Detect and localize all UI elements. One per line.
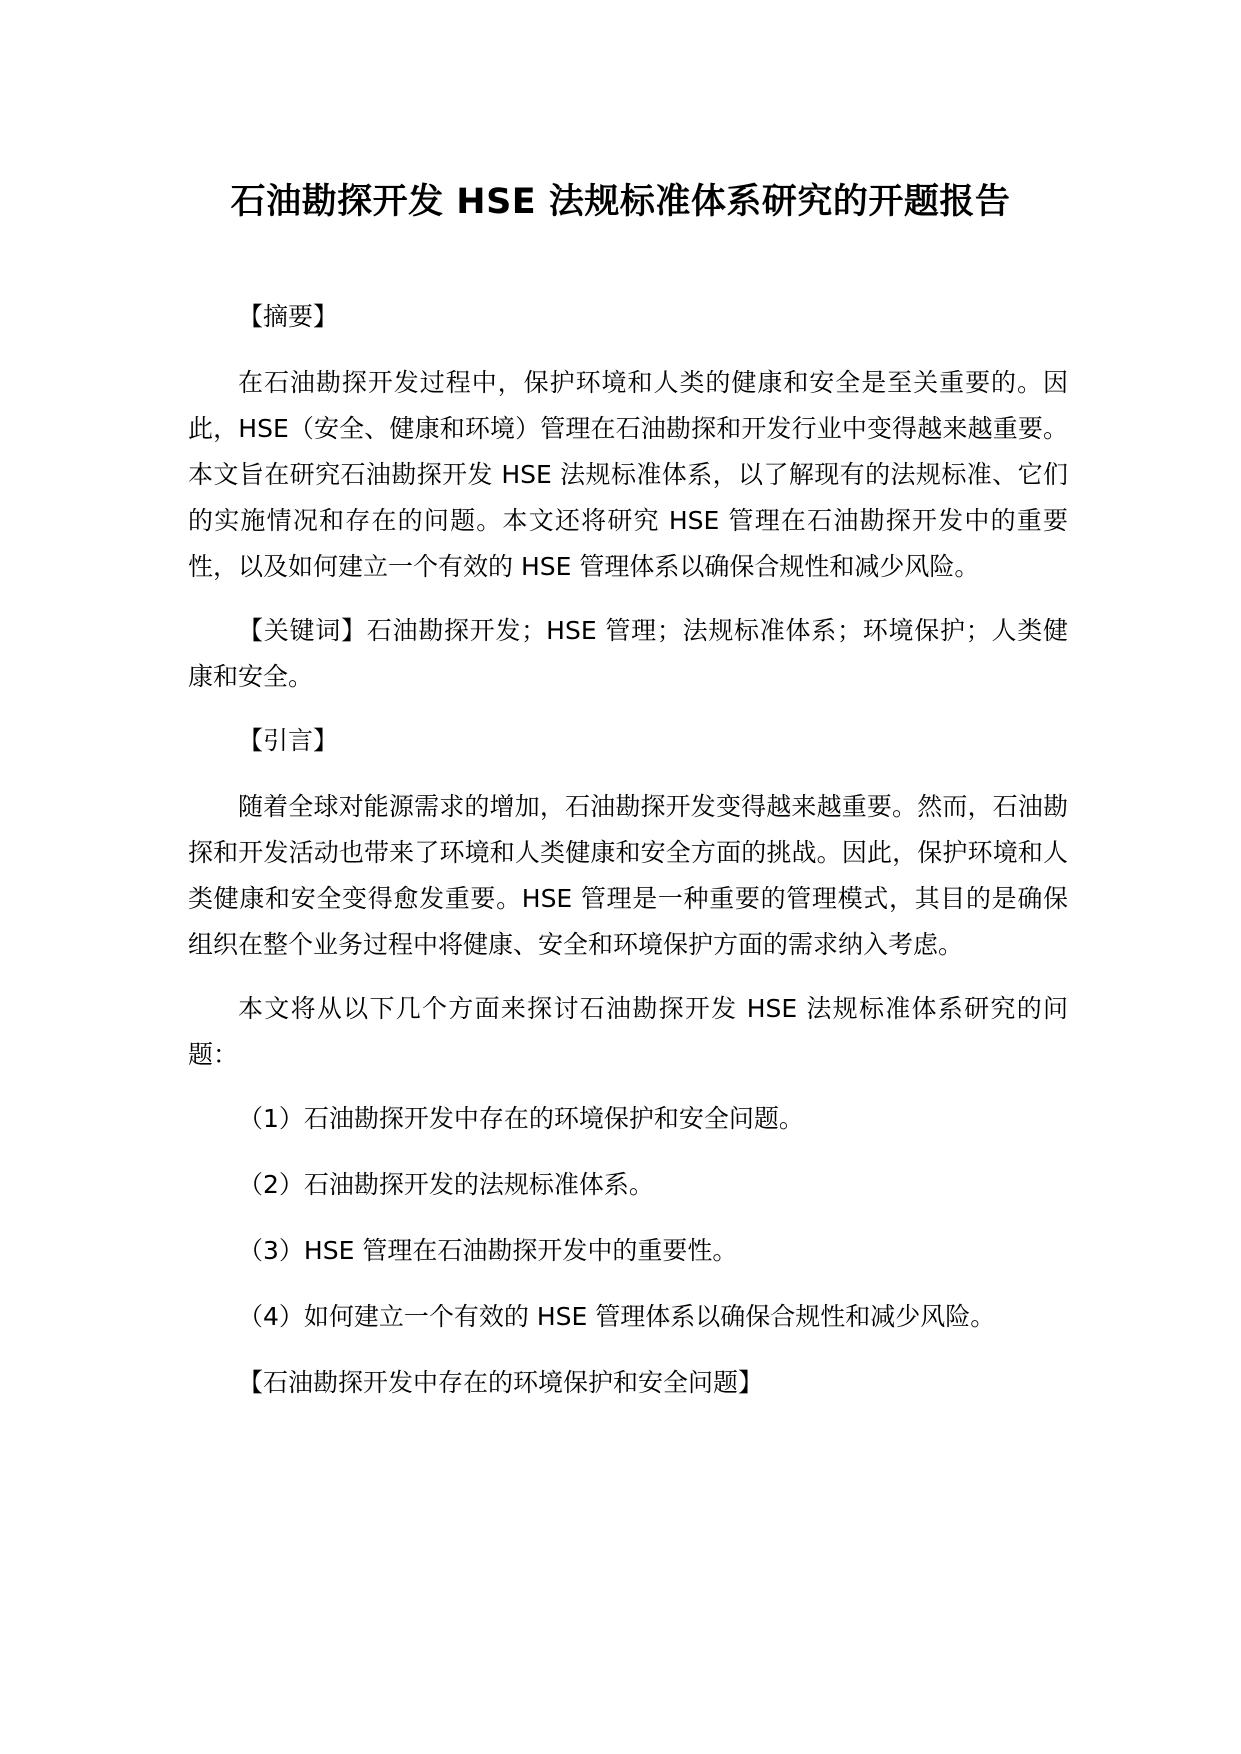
list-item: （1）石油勘探开发中存在的环境保护和安全问题。: [238, 1104, 804, 1133]
list-item: （2）石油勘探开发的法规标准体系。: [238, 1170, 654, 1199]
document-title: 石油勘探开发 HSE 法规标准体系研究的开题报告: [230, 182, 1011, 222]
list-item: （3）HSE 管理在石油勘探开发中的重要性。: [238, 1236, 738, 1265]
section-heading-env-safety: 【石油勘探开发中存在的环境保护和安全问题】: [238, 1368, 764, 1397]
section-heading-abstract: 【摘要】: [238, 302, 339, 331]
section-heading-introduction: 【引言】: [238, 726, 339, 755]
abstract-paragraph: 在石油勘探开发过程中，保护环境和人类的健康和安全是至关重要的。因此，HSE（安全、健康和环境）管理在石油勘探和开发行业中变得越来越重要。本文旨在研究石油勘探开发 HSE 法规标准体系，以了解现有的法规标准、它们的实施情况和存在的问题。本文还将研究 HSE 管理在石油勘探开发中的重要性，以及如何建立一个有效的 HSE 管理体系以确保合规性和减少风险。: [188, 368, 1068, 581]
list-item: （4）如何建立一个有效的 HSE 管理体系以确保合规性和减少风险。: [238, 1302, 996, 1331]
introduction-paragraph: 随着全球对能源需求的增加，石油勘探开发变得越来越重要。然而，石油勘探和开发活动也带来了环境和人类健康和安全方面的挑战。因此，保护环境和人类健康和安全变得愈发重要。HSE 管理是一种重要的管理模式，其目的是确保组织在整个业务过程中将健康、安全和环境保护方面的需求纳入考虑。: [188, 792, 1068, 959]
document-body: [188, 294, 1068, 1426]
aspects-intro-paragraph: 本文将从以下几个方面来探讨石油勘探开发 HSE 法规标准体系研究的问题：: [188, 994, 1068, 1069]
keywords-paragraph: 【关键词】石油勘探开发；HSE 管理；法规标准体系；环境保护；人类健康和安全。: [188, 616, 1068, 691]
